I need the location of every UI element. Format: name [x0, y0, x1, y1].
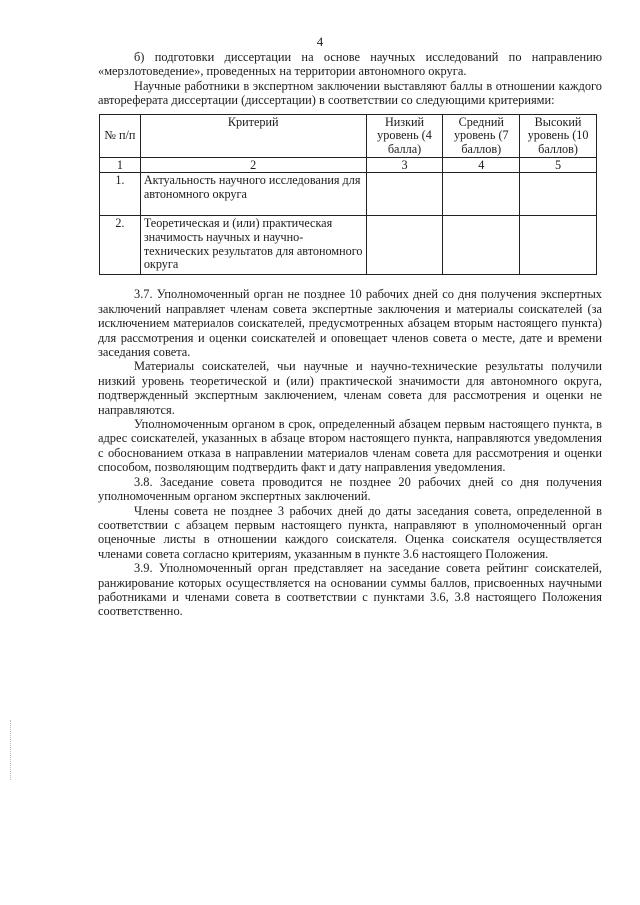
- intro-paragraph-2: Научные работники в экспертном заключении выставляют баллы в отношении каждого автореферата диссертации (диссертации) в соответствии со следующими критериями:: [98, 78, 602, 108]
- paragraph-notifications: Уполномоченным органом в срок, определенный абзацем первым настоящего пункта, в адрес соискателей, указанных в абзаце втором настоящего пункта, направляются уведомления с обоснованием отказа в направлении материалов членам совета для рассмотрения и оценки способом, позволяющим подтвердить факт и дату направления уведомления.: [98, 417, 602, 475]
- scan-margin-mark: [10, 720, 13, 780]
- index-cell: 2: [140, 158, 366, 173]
- index-cell: 3: [366, 158, 443, 173]
- header-criterion: Критерий: [140, 114, 366, 158]
- score-cell-medium: [443, 216, 520, 275]
- row-num: 2.: [100, 216, 141, 275]
- paragraph-evaluation-sheets: Члены совета не позднее 3 рабочих дней до даты заседания совета, определенной в соответствии с абзацем первым настоящего пункта, направляют в уполномоченный орган оценочные листы в отношении каждого соискателя. Оценка соискателя осуществляется членами совета согласно критериям, указанным в пункте 3.6 настоящего Положения.: [98, 503, 602, 561]
- paragraph-3-7: 3.7. Уполномоченный орган не позднее 10 рабочих дней со дня получения экспертных заключений направляет членам совета экспертные заключения и материалы соискателей (за исключением материалов соискателей, предусмотренных абзацем вторым настоящего пункта) для рассмотрения и оценки соискателей и оповещает членов совета о месте, дате и времени заседания совета.: [98, 287, 602, 360]
- score-cell-medium: [443, 173, 520, 216]
- table-row: [100, 173, 597, 216]
- score-cell-high: [520, 216, 597, 275]
- score-cell-high: [520, 173, 597, 216]
- paragraph-3-9: 3.9. Уполномоченный орган представляет на заседание совета рейтинг соискателей, ранжирование которых осуществляется на основании суммы баллов, присвоенных научными работниками и членами совета в соответствии с пунктами 3.6, 3.8 настоящего Положения соответственно.: [98, 561, 602, 619]
- index-cell: 1: [100, 158, 141, 173]
- table-index-row: [100, 158, 597, 173]
- row-num: 1.: [100, 173, 141, 216]
- criteria-table: [99, 114, 597, 276]
- intro-paragraph-1: б) подготовки диссертации на основе научных исследований по направлению «мерзлотоведение», проведенных на территории автономного округа.: [98, 50, 602, 79]
- index-cell: 4: [443, 158, 520, 173]
- header-high: Высокий уровень (10 баллов): [520, 114, 597, 158]
- paragraph-low-level-materials: Материалы соискателей, чьи научные и научно-технические результаты получили низкий уровень теоретической и (или) практической значимости для автономного округа, подтвержденный экспертным заключением, членам совета для рассмотрения и оценки не направляются.: [98, 359, 602, 417]
- header-medium: Средний уровень (7 баллов): [443, 114, 520, 158]
- index-cell: 5: [520, 158, 597, 173]
- score-cell-low: [366, 173, 443, 216]
- paragraph-3-8: 3.8. Заседание совета проводится не позднее 20 рабочих дней со дня получения уполномоченным органом экспертных заключений.: [98, 474, 602, 504]
- table-row: [100, 216, 597, 275]
- header-low: Низкий уровень (4 балла): [366, 114, 443, 158]
- header-num: № п/п: [100, 114, 141, 158]
- page-number: 4: [316, 34, 324, 49]
- row-criterion: Актуальность научного исследования для автономного округа: [140, 173, 366, 216]
- table-header-row: [100, 114, 597, 158]
- row-criterion: Теоретическая и (или) практическая значимость научных и научно-технических результатов для автономного округа: [140, 216, 366, 275]
- score-cell-low: [366, 216, 443, 275]
- document-body: [98, 50, 602, 619]
